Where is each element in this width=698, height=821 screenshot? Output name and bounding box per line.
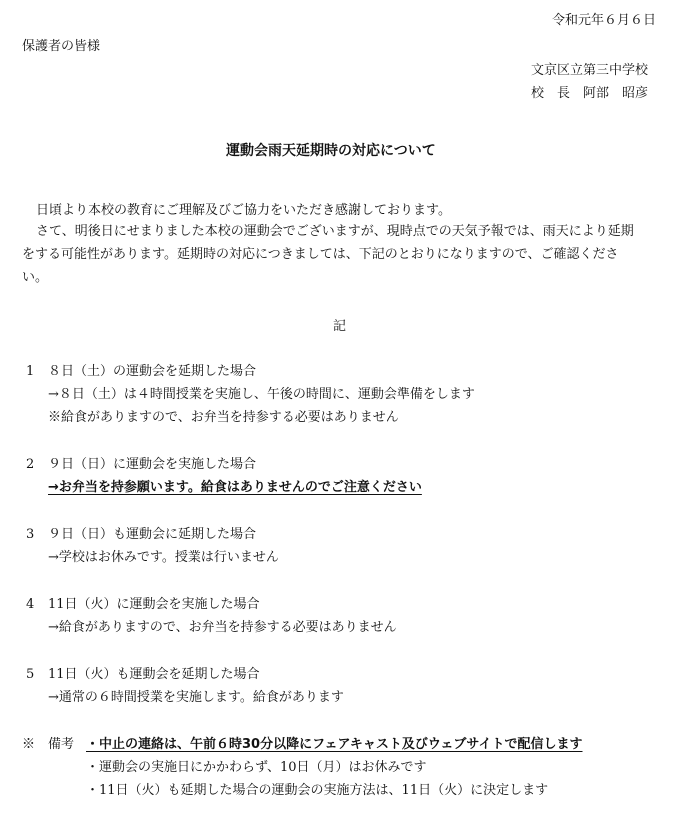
- section-line: ※給食がありますので、お弁当を持参する必要はありません: [48, 410, 399, 425]
- section-number: 1: [26, 364, 35, 379]
- intro-line-4: い。: [22, 270, 49, 285]
- page-title: 運動会雨天延期時の対応について: [226, 143, 436, 159]
- section-heading: ９日（日）に運動会を実施した場合: [48, 457, 257, 472]
- principal-name: 校 長 阿部 昭彦: [531, 86, 649, 101]
- intro-line-3: をする可能性があります。延期時の対応につきましては、下記のとおりになりますので、ご確認くださ: [22, 247, 619, 262]
- section-heading: 11日（火）に運動会を実施した場合: [48, 597, 260, 612]
- section-line: →通常の６時間授業を実施します。給食があります: [48, 690, 344, 705]
- section-heading: ８日（土）の運動会を延期した場合: [48, 364, 257, 379]
- ki-heading: 記: [333, 319, 347, 334]
- notes-line: ・運動会の実施日にかかわらず、10日（月）はお休みです: [86, 760, 427, 775]
- section-number: 5: [26, 667, 35, 682]
- section-number: 2: [26, 457, 35, 472]
- notes-line-emphasis: ・中止の連絡は、午前６時30分以降にフェアキャスト及びウェブサイトで配信します: [86, 737, 583, 752]
- section-heading: 11日（火）も運動会を延期した場合: [48, 667, 260, 682]
- section-line-emphasis: →お弁当を持参願います。給食はありませんのでご注意ください: [48, 480, 422, 495]
- notes-line: ・11日（火）も延期した場合の運動会の実施方法は、11日（火）に決定します: [86, 783, 549, 798]
- intro-line-2: さて、明後日にせまりました本校の運動会でございますが、現時点での天気予報では、雨天により延期: [36, 224, 634, 239]
- section-line: →８日（土）は４時間授業を実施し、午後の時間に、運動会準備をします: [48, 387, 475, 402]
- school-name: 文京区立第三中学校: [531, 63, 649, 78]
- section-heading: ９日（日）も運動会に延期した場合: [48, 527, 257, 542]
- section-number: 4: [26, 597, 35, 612]
- section-line: →学校はお休みです。授業は行いません: [48, 550, 279, 565]
- section-line: →給食がありますので、お弁当を持参する必要はありません: [48, 620, 397, 635]
- section-number: 3: [26, 527, 35, 542]
- intro-line-1: 日頃より本校の教育にご理解及びご協力をいただき感謝しております。: [36, 203, 451, 218]
- notes-label: ※ 備考: [22, 737, 75, 752]
- date: 令和元年６月６日: [551, 13, 656, 28]
- recipient: 保護者の皆様: [22, 39, 101, 54]
